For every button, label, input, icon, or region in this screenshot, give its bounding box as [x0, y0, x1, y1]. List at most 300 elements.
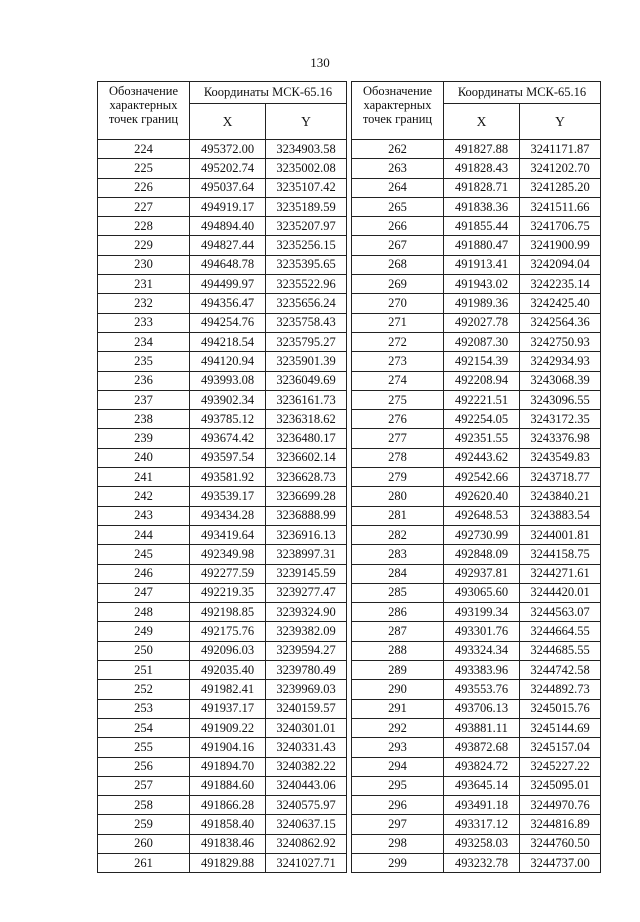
x-coordinate-cell: 491894.70: [190, 757, 266, 776]
x-coordinate-cell: 493065.60: [444, 583, 520, 602]
x-coordinate-cell: 493539.17: [190, 487, 266, 506]
x-coordinate-cell: 493872.68: [444, 738, 520, 757]
table-row: [98, 332, 347, 351]
y-coordinate-cell: 3244685.55: [520, 641, 601, 660]
table-row: [352, 390, 601, 409]
table-row: [98, 718, 347, 737]
y-coordinate-cell: 3244001.81: [520, 525, 601, 544]
table-row: [98, 661, 347, 680]
point-number-cell: 257: [98, 776, 190, 795]
table-row: [98, 159, 347, 178]
table-row: [98, 275, 347, 294]
point-number-cell: 270: [352, 294, 444, 313]
table-row: [98, 313, 347, 332]
x-coordinate-cell: 493902.34: [190, 390, 266, 409]
table-row: [352, 661, 601, 680]
y-coordinate-cell: 3239277.47: [266, 583, 347, 602]
x-coordinate-cell: 493597.54: [190, 448, 266, 467]
y-coordinate-cell: 3245157.04: [520, 738, 601, 757]
x-coordinate-cell: 492087.30: [444, 332, 520, 351]
x-coordinate-cell: 492730.99: [444, 525, 520, 544]
point-number-cell: 287: [352, 622, 444, 641]
y-coordinate-cell: 3241171.87: [520, 140, 601, 159]
y-coordinate-cell: 3239145.59: [266, 564, 347, 583]
y-coordinate-cell: 3243718.77: [520, 468, 601, 487]
x-coordinate-cell: 493645.14: [444, 776, 520, 795]
x-coordinate-cell: 494254.76: [190, 313, 266, 332]
y-coordinate-cell: 3241285.20: [520, 178, 601, 197]
point-number-cell: 299: [352, 853, 444, 872]
table-row: [352, 545, 601, 564]
point-number-cell: 256: [98, 757, 190, 776]
y-coordinate-cell: 3241900.99: [520, 236, 601, 255]
y-coordinate-cell: 3242934.93: [520, 352, 601, 371]
x-coordinate-cell: 493785.12: [190, 410, 266, 429]
x-coordinate-cell: 494120.94: [190, 352, 266, 371]
y-coordinate-cell: 3243840.21: [520, 487, 601, 506]
table-row: [98, 583, 347, 602]
table-row: [352, 236, 601, 255]
table-row: [352, 757, 601, 776]
point-number-cell: 254: [98, 718, 190, 737]
header-y: Y: [266, 104, 347, 140]
y-coordinate-cell: 3242425.40: [520, 294, 601, 313]
y-coordinate-cell: 3235189.59: [266, 197, 347, 216]
x-coordinate-cell: 491829.88: [190, 853, 266, 872]
header-x: X: [444, 104, 520, 140]
coordinates-table-right: [351, 81, 601, 873]
x-coordinate-cell: 491982.41: [190, 680, 266, 699]
table-row: [98, 371, 347, 390]
point-number-cell: 286: [352, 603, 444, 622]
x-coordinate-cell: 492542.66: [444, 468, 520, 487]
table-row: [98, 352, 347, 371]
x-coordinate-cell: 492277.59: [190, 564, 266, 583]
y-coordinate-cell: 3241706.75: [520, 217, 601, 236]
table-row: [352, 313, 601, 332]
x-coordinate-cell: 494648.78: [190, 255, 266, 274]
point-number-cell: 275: [352, 390, 444, 409]
y-coordinate-cell: 3242094.04: [520, 255, 601, 274]
point-number-cell: 274: [352, 371, 444, 390]
table-row: [98, 525, 347, 544]
y-coordinate-cell: 3236628.73: [266, 468, 347, 487]
x-coordinate-cell: 492219.35: [190, 583, 266, 602]
coordinates-table-left: [97, 81, 347, 873]
point-number-cell: 289: [352, 661, 444, 680]
point-number-cell: 234: [98, 332, 190, 351]
table-row: [98, 197, 347, 216]
point-number-cell: 226: [98, 178, 190, 197]
y-coordinate-cell: 3236480.17: [266, 429, 347, 448]
y-coordinate-cell: 3236318.62: [266, 410, 347, 429]
table-row: [98, 641, 347, 660]
point-number-cell: 247: [98, 583, 190, 602]
y-coordinate-cell: 3244742.58: [520, 661, 601, 680]
point-number-cell: 235: [98, 352, 190, 371]
point-number-cell: 238: [98, 410, 190, 429]
x-coordinate-cell: 492208.94: [444, 371, 520, 390]
point-number-cell: 281: [352, 506, 444, 525]
point-number-cell: 244: [98, 525, 190, 544]
y-coordinate-cell: 3239324.90: [266, 603, 347, 622]
x-coordinate-cell: 493324.34: [444, 641, 520, 660]
table-row: [352, 294, 601, 313]
y-coordinate-cell: 3235795.27: [266, 332, 347, 351]
point-number-cell: 248: [98, 603, 190, 622]
table-row: [352, 583, 601, 602]
table-row: [98, 217, 347, 236]
header-coordinate-system: Координаты МСК-65.16: [190, 82, 347, 104]
point-number-cell: 250: [98, 641, 190, 660]
point-number-cell: 267: [352, 236, 444, 255]
y-coordinate-cell: 3244271.61: [520, 564, 601, 583]
point-number-cell: 224: [98, 140, 190, 159]
y-coordinate-cell: 3244892.73: [520, 680, 601, 699]
table-row: [352, 776, 601, 795]
point-number-cell: 296: [352, 796, 444, 815]
x-coordinate-cell: 493824.72: [444, 757, 520, 776]
y-coordinate-cell: 3235522.96: [266, 275, 347, 294]
x-coordinate-cell: 491943.02: [444, 275, 520, 294]
x-coordinate-cell: 492154.39: [444, 352, 520, 371]
table-row: [98, 738, 347, 757]
table-row: [98, 294, 347, 313]
x-coordinate-cell: 491855.44: [444, 217, 520, 236]
point-number-cell: 283: [352, 545, 444, 564]
table-row: [98, 815, 347, 834]
point-number-cell: 259: [98, 815, 190, 834]
point-number-cell: 297: [352, 815, 444, 834]
y-coordinate-cell: 3236049.69: [266, 371, 347, 390]
table-row: [98, 680, 347, 699]
table-row: [98, 757, 347, 776]
x-coordinate-cell: 493199.34: [444, 603, 520, 622]
point-number-cell: 236: [98, 371, 190, 390]
header-x: X: [190, 104, 266, 140]
table-row: [98, 178, 347, 197]
x-coordinate-cell: 493301.76: [444, 622, 520, 641]
y-coordinate-cell: 3240159.57: [266, 699, 347, 718]
y-coordinate-cell: 3241511.66: [520, 197, 601, 216]
x-coordinate-cell: 491880.47: [444, 236, 520, 255]
point-number-cell: 232: [98, 294, 190, 313]
y-coordinate-cell: 3235107.42: [266, 178, 347, 197]
x-coordinate-cell: 492175.76: [190, 622, 266, 641]
x-coordinate-cell: 491989.36: [444, 294, 520, 313]
x-coordinate-cell: 494919.17: [190, 197, 266, 216]
table-row: [98, 255, 347, 274]
y-coordinate-cell: 3240862.92: [266, 834, 347, 853]
point-number-cell: 282: [352, 525, 444, 544]
point-number-cell: 262: [352, 140, 444, 159]
x-coordinate-cell: 492035.40: [190, 661, 266, 680]
x-coordinate-cell: 495037.64: [190, 178, 266, 197]
x-coordinate-cell: 493706.13: [444, 699, 520, 718]
point-number-cell: 264: [352, 178, 444, 197]
point-number-cell: 260: [98, 834, 190, 853]
y-coordinate-cell: 3235256.15: [266, 236, 347, 255]
x-coordinate-cell: 494218.54: [190, 332, 266, 351]
point-number-cell: 245: [98, 545, 190, 564]
point-number-cell: 230: [98, 255, 190, 274]
point-number-cell: 258: [98, 796, 190, 815]
x-coordinate-cell: 491838.46: [190, 834, 266, 853]
y-coordinate-cell: 3244420.01: [520, 583, 601, 602]
y-coordinate-cell: 3244816.89: [520, 815, 601, 834]
point-number-cell: 291: [352, 699, 444, 718]
point-number-cell: 277: [352, 429, 444, 448]
point-number-cell: 293: [352, 738, 444, 757]
table-row: [98, 699, 347, 718]
x-coordinate-cell: 494894.40: [190, 217, 266, 236]
point-number-cell: 237: [98, 390, 190, 409]
point-number-cell: 243: [98, 506, 190, 525]
y-coordinate-cell: 3242564.36: [520, 313, 601, 332]
table-row: [98, 796, 347, 815]
x-coordinate-cell: 491828.43: [444, 159, 520, 178]
y-coordinate-cell: 3245227.22: [520, 757, 601, 776]
y-coordinate-cell: 3235395.65: [266, 255, 347, 274]
x-coordinate-cell: 491937.17: [190, 699, 266, 718]
x-coordinate-cell: 495202.74: [190, 159, 266, 178]
y-coordinate-cell: 3240382.22: [266, 757, 347, 776]
table-row: [98, 448, 347, 467]
table-row: [352, 410, 601, 429]
x-coordinate-cell: 493581.92: [190, 468, 266, 487]
point-number-cell: 290: [352, 680, 444, 699]
y-coordinate-cell: 3241202.70: [520, 159, 601, 178]
point-number-cell: 252: [98, 680, 190, 699]
y-coordinate-cell: 3245015.76: [520, 699, 601, 718]
x-coordinate-cell: 493491.18: [444, 796, 520, 815]
y-coordinate-cell: 3242750.93: [520, 332, 601, 351]
x-coordinate-cell: 493258.03: [444, 834, 520, 853]
x-coordinate-cell: 492620.40: [444, 487, 520, 506]
table-row: [352, 448, 601, 467]
table-row: [352, 718, 601, 737]
table-row: [98, 429, 347, 448]
point-number-cell: 265: [352, 197, 444, 216]
point-number-cell: 272: [352, 332, 444, 351]
y-coordinate-cell: 3240331.43: [266, 738, 347, 757]
x-coordinate-cell: 491913.41: [444, 255, 520, 274]
x-coordinate-cell: 493419.64: [190, 525, 266, 544]
y-coordinate-cell: 3235002.08: [266, 159, 347, 178]
y-coordinate-cell: 3244563.07: [520, 603, 601, 622]
point-number-cell: 251: [98, 661, 190, 680]
x-coordinate-cell: 491904.16: [190, 738, 266, 757]
y-coordinate-cell: 3243549.83: [520, 448, 601, 467]
x-coordinate-cell: 492937.81: [444, 564, 520, 583]
point-number-cell: 255: [98, 738, 190, 757]
table-row: [352, 487, 601, 506]
point-number-cell: 288: [352, 641, 444, 660]
x-coordinate-cell: 493881.11: [444, 718, 520, 737]
y-coordinate-cell: 3244158.75: [520, 545, 601, 564]
point-number-cell: 225: [98, 159, 190, 178]
x-coordinate-cell: 491828.71: [444, 178, 520, 197]
table-row: [98, 487, 347, 506]
point-number-cell: 273: [352, 352, 444, 371]
point-number-cell: 229: [98, 236, 190, 255]
point-number-cell: 263: [352, 159, 444, 178]
y-coordinate-cell: 3244970.76: [520, 796, 601, 815]
table-row: [352, 834, 601, 853]
y-coordinate-cell: 3235901.39: [266, 352, 347, 371]
y-coordinate-cell: 3244664.55: [520, 622, 601, 641]
y-coordinate-cell: 3243172.35: [520, 410, 601, 429]
y-coordinate-cell: 3239594.27: [266, 641, 347, 660]
table-row: [352, 197, 601, 216]
y-coordinate-cell: 3235758.43: [266, 313, 347, 332]
point-number-cell: 253: [98, 699, 190, 718]
table-row: [98, 545, 347, 564]
y-coordinate-cell: 3240575.97: [266, 796, 347, 815]
point-number-cell: 266: [352, 217, 444, 236]
table-row: [352, 525, 601, 544]
x-coordinate-cell: 492254.05: [444, 410, 520, 429]
y-coordinate-cell: 3234903.58: [266, 140, 347, 159]
point-number-cell: 276: [352, 410, 444, 429]
x-coordinate-cell: 492027.78: [444, 313, 520, 332]
table-row: [352, 853, 601, 872]
y-coordinate-cell: 3236888.99: [266, 506, 347, 525]
x-coordinate-cell: 493553.76: [444, 680, 520, 699]
y-coordinate-cell: 3243096.55: [520, 390, 601, 409]
x-coordinate-cell: 493232.78: [444, 853, 520, 872]
y-coordinate-cell: 3236699.28: [266, 487, 347, 506]
x-coordinate-cell: 495372.00: [190, 140, 266, 159]
x-coordinate-cell: 493674.42: [190, 429, 266, 448]
table-row: [98, 834, 347, 853]
point-number-cell: 279: [352, 468, 444, 487]
table-row: [352, 641, 601, 660]
table-row: [98, 506, 347, 525]
x-coordinate-cell: 491858.40: [190, 815, 266, 834]
header-point-label: Обозначение характерных точек границ: [98, 82, 190, 140]
table-row: [352, 506, 601, 525]
point-number-cell: 246: [98, 564, 190, 583]
page-number: 130: [310, 55, 330, 70]
x-coordinate-cell: 491827.88: [444, 140, 520, 159]
header-coordinate-system: Координаты МСК-65.16: [444, 82, 601, 104]
x-coordinate-cell: 491866.28: [190, 796, 266, 815]
header-point-label: Обозначение характерных точек границ: [352, 82, 444, 140]
x-coordinate-cell: 494827.44: [190, 236, 266, 255]
y-coordinate-cell: 3238997.31: [266, 545, 347, 564]
x-coordinate-cell: 494499.97: [190, 275, 266, 294]
table-row: [98, 603, 347, 622]
point-number-cell: 280: [352, 487, 444, 506]
table-row: [98, 390, 347, 409]
point-number-cell: 241: [98, 468, 190, 487]
x-coordinate-cell: 492443.62: [444, 448, 520, 467]
table-row: [98, 410, 347, 429]
table-row: [352, 622, 601, 641]
table-row: [352, 796, 601, 815]
y-coordinate-cell: 3241027.71: [266, 853, 347, 872]
x-coordinate-cell: 492221.51: [444, 390, 520, 409]
x-coordinate-cell: 492351.55: [444, 429, 520, 448]
x-coordinate-cell: 491838.36: [444, 197, 520, 216]
point-number-cell: 228: [98, 217, 190, 236]
y-coordinate-cell: 3243068.39: [520, 371, 601, 390]
y-coordinate-cell: 3245095.01: [520, 776, 601, 795]
point-number-cell: 284: [352, 564, 444, 583]
table-row: [98, 622, 347, 641]
y-coordinate-cell: 3243883.54: [520, 506, 601, 525]
point-number-cell: 239: [98, 429, 190, 448]
point-number-cell: 261: [98, 853, 190, 872]
table-row: [352, 275, 601, 294]
point-number-cell: 285: [352, 583, 444, 602]
table-body-right: [352, 140, 601, 873]
y-coordinate-cell: 3240301.01: [266, 718, 347, 737]
y-coordinate-cell: 3239969.03: [266, 680, 347, 699]
table-row: [352, 429, 601, 448]
y-coordinate-cell: 3242235.14: [520, 275, 601, 294]
table-row: [98, 468, 347, 487]
y-coordinate-cell: 3236161.73: [266, 390, 347, 409]
x-coordinate-cell: 492648.53: [444, 506, 520, 525]
x-coordinate-cell: 491909.22: [190, 718, 266, 737]
x-coordinate-cell: 493434.28: [190, 506, 266, 525]
table-row: [352, 371, 601, 390]
x-coordinate-cell: 492349.98: [190, 545, 266, 564]
y-coordinate-cell: 3235656.24: [266, 294, 347, 313]
header-y: Y: [520, 104, 601, 140]
x-coordinate-cell: 492848.09: [444, 545, 520, 564]
point-number-cell: 231: [98, 275, 190, 294]
y-coordinate-cell: 3235207.97: [266, 217, 347, 236]
table-row: [98, 564, 347, 583]
table-row: [352, 332, 601, 351]
point-number-cell: 278: [352, 448, 444, 467]
x-coordinate-cell: 493993.08: [190, 371, 266, 390]
table-row: [352, 564, 601, 583]
point-number-cell: 240: [98, 448, 190, 467]
table-row: [352, 255, 601, 274]
point-number-cell: 268: [352, 255, 444, 274]
point-number-cell: 242: [98, 487, 190, 506]
y-coordinate-cell: 3244760.50: [520, 834, 601, 853]
table-row: [98, 140, 347, 159]
table-row: [352, 352, 601, 371]
table-row: [352, 680, 601, 699]
point-number-cell: 233: [98, 313, 190, 332]
point-number-cell: 227: [98, 197, 190, 216]
table-row: [352, 140, 601, 159]
table-row: [352, 699, 601, 718]
y-coordinate-cell: 3244737.00: [520, 853, 601, 872]
point-number-cell: 269: [352, 275, 444, 294]
table-row: [352, 603, 601, 622]
y-coordinate-cell: 3245144.69: [520, 718, 601, 737]
point-number-cell: 249: [98, 622, 190, 641]
point-number-cell: 292: [352, 718, 444, 737]
x-coordinate-cell: 492096.03: [190, 641, 266, 660]
x-coordinate-cell: 493383.96: [444, 661, 520, 680]
table-row: [352, 815, 601, 834]
y-coordinate-cell: 3236916.13: [266, 525, 347, 544]
point-number-cell: 294: [352, 757, 444, 776]
x-coordinate-cell: 494356.47: [190, 294, 266, 313]
table-row: [352, 738, 601, 757]
point-number-cell: 295: [352, 776, 444, 795]
y-coordinate-cell: 3239382.09: [266, 622, 347, 641]
table-row: [352, 159, 601, 178]
